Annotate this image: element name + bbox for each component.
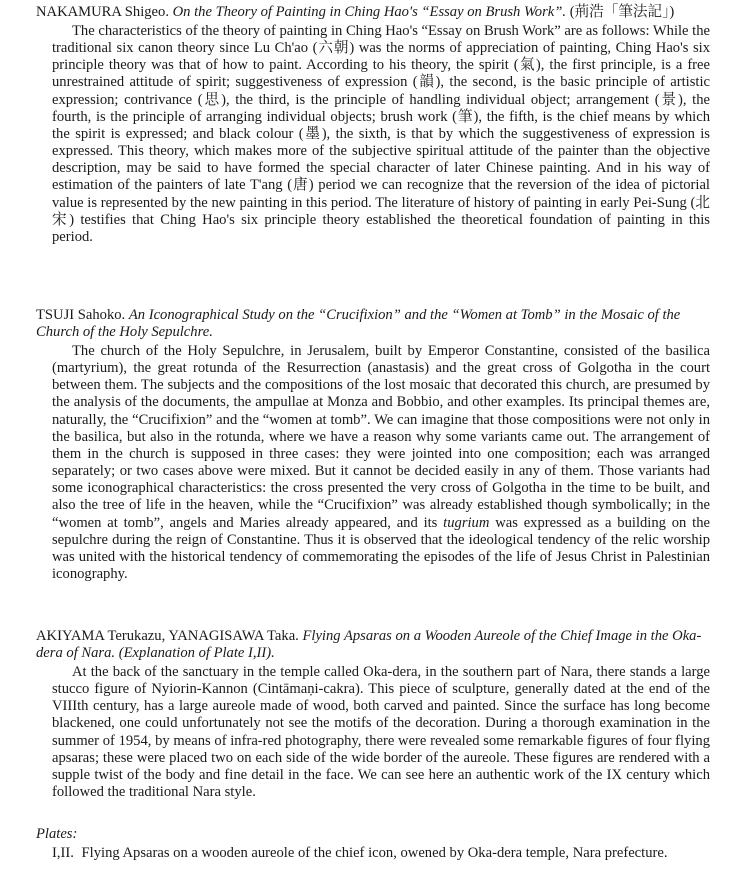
entry-heading [36, 4, 710, 21]
entry-abstract: At the back of the sanctuary in the temple called Oka-dera, in the southern part of Nara, there stands a large stucco figure of Nyiorin-Kannon (Cintāmaṇi-cakra). This piece of sculpture, generally dated at the end of the VIIIth century, has a large aureole made of wood, both carved and painted. Since the surface has long become blackened, one could unfortunately not see the motifs of the decoration. During a thorough examination in the summer of 1954, by means of infra-red photography, there were revealed some remarkable figures of four flying apsaras; these were placed two on each side of the wide border of the aureole. These figures are rendered with a supple twist of the body and fine detail in the face. We can see here an authentic work of the IX century which followed the traditional Nara style. [52, 664, 710, 801]
plate-caption [52, 845, 710, 862]
entry-author: AKIYAMA Terukazu, YANAGISAWA Taka. [36, 628, 299, 644]
plate-number: I,II. [52, 845, 74, 861]
entry-title: Flying Apsaras on a Wooden Aureole of the Chief Image in the Oka-dera of Nara. [36, 628, 702, 661]
abstract-entry-tsuji [36, 307, 710, 583]
entry-heading [36, 307, 710, 341]
abstract-italic-term: tugrium [443, 514, 490, 531]
plates-heading: Plates: [36, 826, 78, 842]
entry-title: On the Theory of Painting in Ching Hao's “Essay on Brush Work”. [172, 4, 567, 20]
entry-title-note: (荊浩「筆法記」) [569, 4, 675, 20]
entry-heading [36, 628, 710, 662]
entry-title: An Iconographical Study on the “Crucifixion” and the “Women at Tomb” in the Mosaic of the Church of the Holy Sepulchre. [36, 307, 681, 340]
abstract-text: was expressed as a building on the sepulchre during the reign of Constantine. Thus it is observed that the ideological tendency of the relic worship was united with the historical tendency of commemorating the episodes of the life of Jesus Christ in Palestinian iconography. [52, 514, 710, 583]
abstract-entry-nakamura [36, 4, 710, 246]
abstract-text: The church of the Holy Sepulchre, in Jerusalem, built by Emperor Constantine, consisted of the basilica (martyrium), the great rotunda of the Resurrection (anastasis) and the great cross of Golgotha in the court between them. The subjects and the compositions of the lost mosaic that decorated this church, are presumed by the analysis of the documents, the ampullae at Monza and Bobbio, and other examples. Its principal themes are, naturally, the “Crucifixion” and the “women at tomb”. We can imagine that those compositions were not only in the basilica, but also in the rotunda, where we have a reason why some variants came out. The arrangement of them in the church is supposed in three cases: they were jointed into one composition; each was arranged separately; or two cases above were mixed. But it cannot be decided easily in any of them. Those variants had some iconographical characteristics: the cross presented the very cross of Golgotha in the time to be built, and also the tree of life in the heaven, while the “Crucifixion” was already established though symbolically; in the “women at tomb”, angels and Maries already appeared, and its [52, 343, 710, 531]
entry-author: TSUJI Sahoko. [36, 307, 126, 323]
entry-abstract [36, 343, 710, 583]
entry-title-note: (Explanation of Plate I,II). [118, 645, 275, 661]
entry-abstract: The characteristics of the theory of painting in Ching Hao's “Essay on Brush Work” are as follows: While the traditional six canon theory since Lu Ch'ao (六朝) was the norms of appreciation of painting, Ching Hao's six principle theory was that of how to paint. According to his theory, the spirit (氣), the first principle, is a free unrestrained attitude of spirit; suggestiveness of expression (韻), the second, is the basic principle of artistic expression; contrivance (思), the third, is the principle of handling individual object; arrangement (景), the fourth, is the principle of arranging individual objects; brush work (筆), the fifth, is the chief means by which the spirit is expressed; and black colour (墨), the sixth, is that by which the suggestiveness of expression is expressed. This theory, which makes more of the subjective spiritual attitude of the painter than the objective description, may be said to have formed the special character of later Chinese painting. And in his way of estimation of the painters of late T'ang (唐) period we can recognize that the reversion of the idea of pictorial value is represented by the new painting in this period. The literature of history of painting in early Pei-Sung (北宋) testifies that Ching Hao's six principle theory established the theoretical foundation of painting in this period. [52, 23, 711, 245]
entry-author: NAKAMURA Shigeo. [36, 4, 169, 20]
plate-caption-text: Flying Apsaras on a wooden aureole of the chief icon, owened by Oka-dera temple, Nara prefecture. [81, 845, 668, 861]
abstract-entry-akiyama [36, 628, 710, 801]
